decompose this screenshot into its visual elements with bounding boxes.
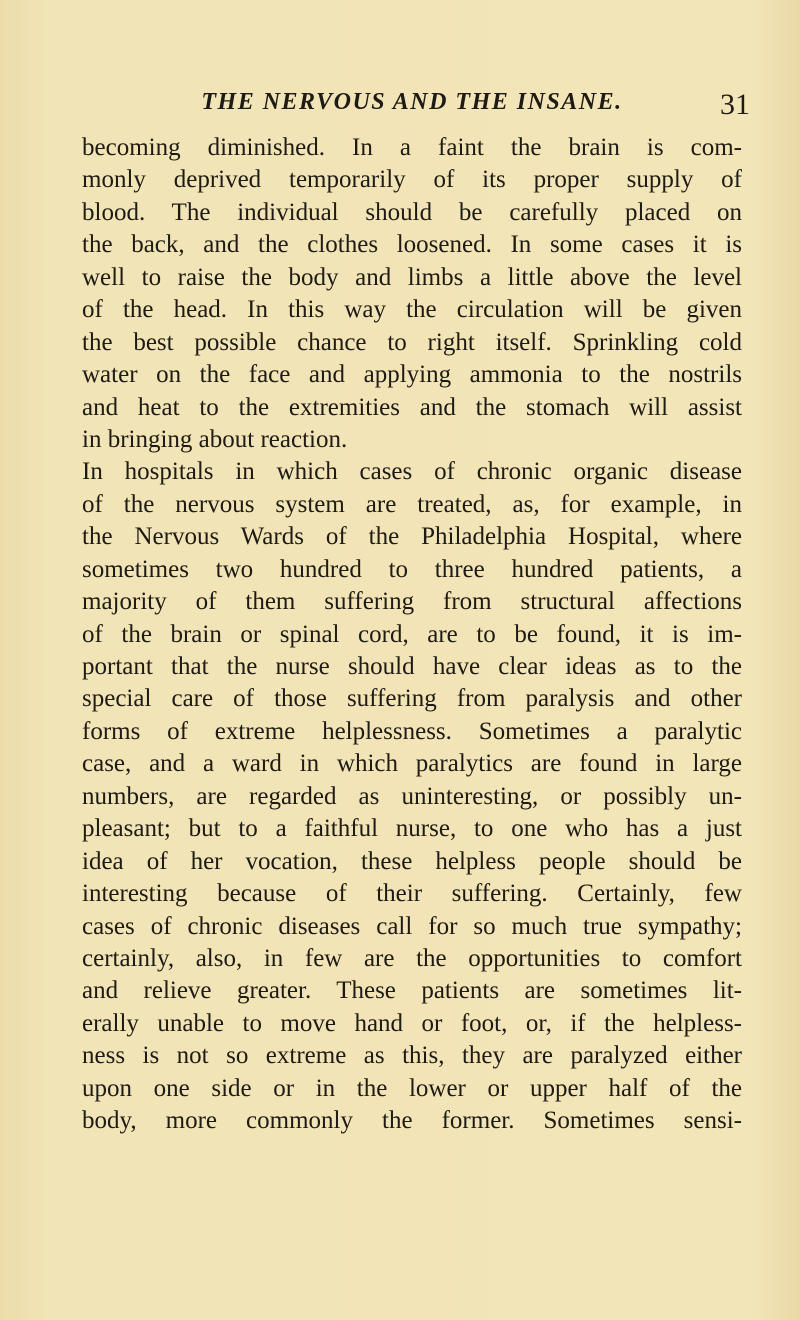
text-line: pleasant; but to a faithful nurse, to one who has a just (82, 815, 742, 843)
text-line: certainly, also, in few are the opportunities to comfort (82, 944, 742, 972)
running-head: THE NERVOUS AND THE INSANE. (201, 89, 623, 115)
page-number: 31 (720, 88, 750, 121)
text-line: In hospitals in which cases of chronic organic disease (82, 458, 742, 486)
text-line: of the head. In this way the circulation will be given (82, 296, 742, 324)
text-line: well to raise the body and limbs a little above the level (82, 263, 742, 291)
text-line: numbers, are regarded as uninteresting, or possibly un- (82, 782, 742, 810)
text-line: ness is not so extreme as this, they are paralyzed either (82, 1042, 742, 1070)
text-line: sometimes two hundred to three hundred patients, a (82, 555, 742, 583)
text-line: portant that the nurse should have clear ideas as to the (82, 653, 742, 680)
text-line: majority of them suffering from structural affections (82, 588, 742, 616)
text-line: water on the face and applying ammonia to the nostrils (82, 361, 742, 389)
text-line: cases of chronic diseases call for so much true sympathy; (82, 912, 742, 940)
text-line: and relieve greater. These patients are sometimes lit- (82, 977, 742, 1005)
text-line: special care of those suffering from paralysis and other (82, 685, 742, 713)
text-line: body, more commonly the former. Sometimes sensi- (82, 1107, 742, 1135)
text-line: forms of extreme helplessness. Sometimes a paralytic (82, 717, 742, 745)
text-line: upon one side or in the lower or upper half of the (82, 1074, 742, 1102)
text-line: the Nervous Wards of the Philadelphia Hospital, where (82, 523, 742, 551)
text-line: of the brain or spinal cord, are to be found, it is im- (82, 620, 742, 648)
text-line: of the nervous system are treated, as, for example, in (82, 490, 742, 518)
text-line: erally unable to move hand or foot, or, if the helpless- (82, 1009, 742, 1037)
text-line: case, and a ward in which paralytics are found in large (82, 750, 742, 778)
text-line: and heat to the extremities and the stomach will assist (82, 393, 742, 421)
text-line: blood. The individual should be carefully placed on (82, 198, 742, 226)
text-line: monly deprived temporarily of its proper supply of (82, 166, 742, 194)
text-line: the back, and the clothes loosened. In some cases it is (82, 231, 742, 259)
text-line: the best possible chance to right itself. Sprinkling cold (82, 328, 742, 356)
body-text (82, 132, 742, 1138)
text-line: becoming diminished. In a faint the brain is com- (82, 134, 742, 161)
text-line: idea of her vocation, these helpless people should be (82, 847, 742, 875)
page-header (82, 86, 750, 126)
text-line: interesting because of their suffering. Certainly, few (82, 880, 742, 908)
text-line: in bringing about reaction. (82, 425, 348, 453)
